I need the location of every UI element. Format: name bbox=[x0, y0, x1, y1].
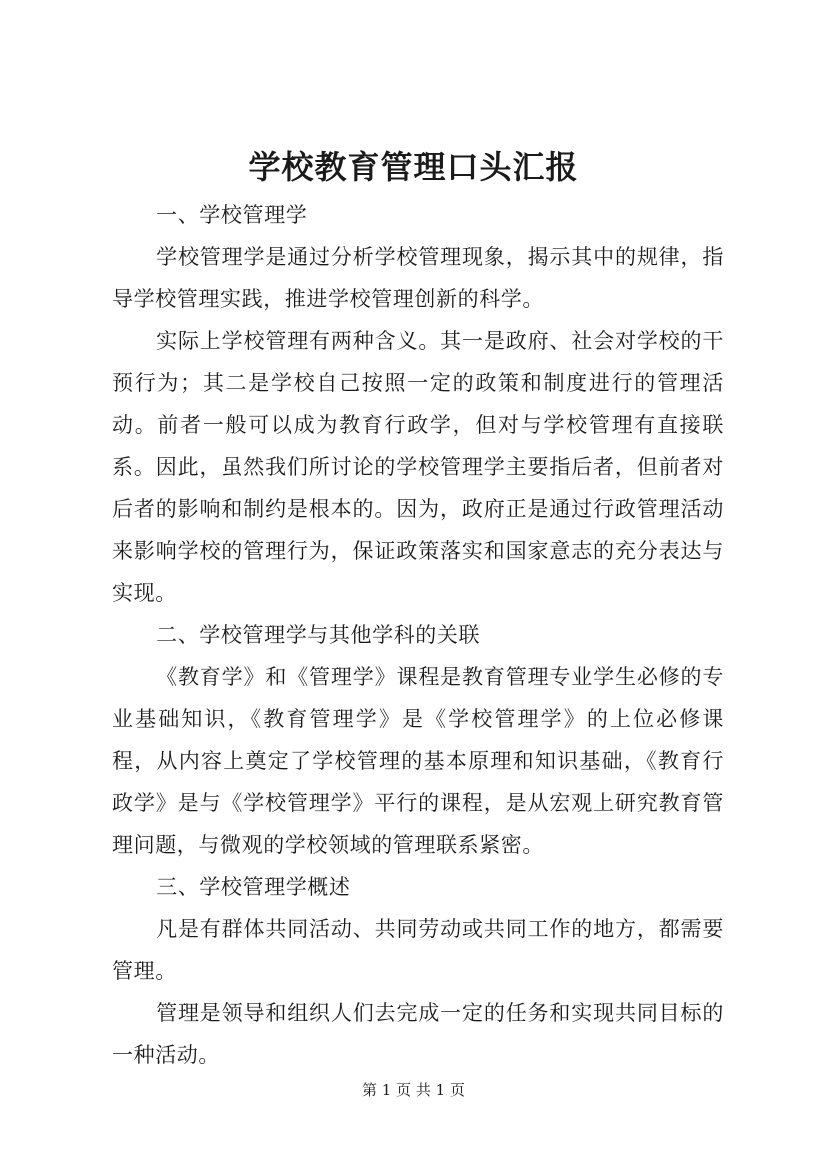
heading-section-2: 二、学校管理学与其他学科的关联 bbox=[156, 623, 481, 647]
page-footer: 第 1 页 共 1 页 bbox=[362, 1081, 465, 1099]
heading-section-1: 一、学校管理学 bbox=[156, 203, 308, 227]
paragraph: 管理是领导和组织人们去完成一定的任务和实现共同目标的一种活动。 bbox=[112, 1001, 724, 1067]
document-body bbox=[112, 194, 724, 1076]
document-title: 学校教育管理口头汇报 bbox=[248, 148, 579, 186]
heading-section-3: 三、学校管理学概述 bbox=[156, 875, 351, 899]
paragraph: 凡是有群体共同活动、共同劳动或共同工作的地方，都需要管理。 bbox=[112, 917, 724, 983]
paragraph: 《教育学》和《管理学》课程是教育管理专业学生必修的专业基础知识，《教育管理学》是《学校管理学》的上位必修课程，从内容上奠定了学校管理的基本原理和知识基础，《教育行政学》是与《学校管理学》平行的课程，是从宏观上研究教育管理问题，与微观的学校领域的管理联系紧密。 bbox=[112, 665, 724, 857]
paragraph: 实际上学校管理有两种含义。其一是政府、社会对学校的干预行为；其二是学校自己按照一定的政策和制度进行的管理活动。前者一般可以成为教育行政学，但对与学校管理有直接联系。因此，虽然我们所讨论的学校管理学主要指后者，但前者对后者的影响和制约是根本的。因为，政府正是通过行政管理活动来影响学校的管理行为，保证政策落实和国家意志的充分表达与实现。 bbox=[112, 329, 724, 605]
paragraph: 学校管理学是通过分析学校管理现象，揭示其中的规律，指导学校管理实践，推进学校管理创新的科学。 bbox=[112, 245, 724, 311]
